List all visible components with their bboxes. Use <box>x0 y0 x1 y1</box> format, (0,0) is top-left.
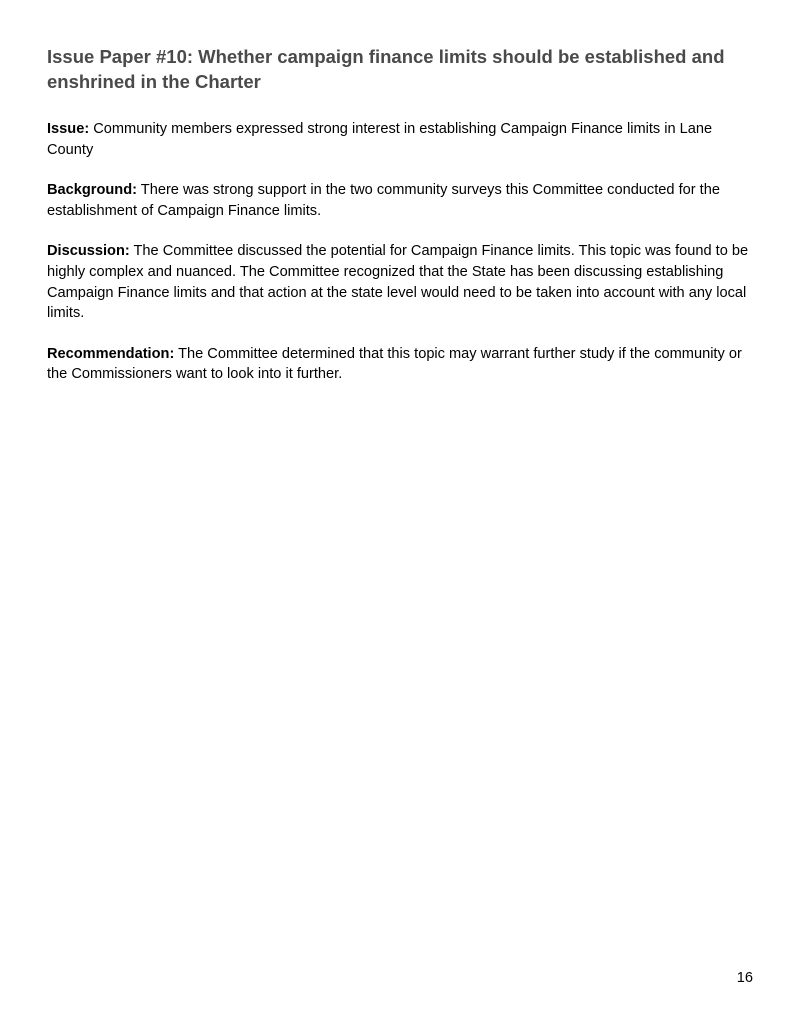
issue-text: Community members expressed strong interest in establishing Campaign Finance limits in Lane County <box>47 121 713 158</box>
document-page <box>47 44 753 385</box>
background-label: Background: <box>47 182 137 199</box>
recommendation-label: Recommendation: <box>47 345 175 362</box>
recommendation-section <box>47 344 753 385</box>
background-text: There was strong support in the two community surveys this Committee conducted for the establishment of Campaign Finance limits. <box>47 182 720 219</box>
recommendation-text: The Committee determined that this topic may warrant further study if the community or the Commissioners want to look into it further. <box>47 345 742 383</box>
issue-label: Issue: <box>47 121 90 137</box>
discussion-section <box>47 241 753 323</box>
background-section <box>47 180 753 221</box>
page-number: 16 <box>736 970 753 986</box>
issue-section <box>47 119 753 160</box>
discussion-label: Discussion: <box>47 243 130 260</box>
discussion-text: The Committee discussed the potential for Campaign Finance limits. This topic was found to be highly complex and nuanced. The Committee recognized that the State has been discussing establishing Campaign Finance limits and that action at the state level would need to be taken into account with any local limits. <box>47 243 749 322</box>
issue-paper-title: Issue Paper #10: Whether campaign finance limits should be established and enshrined in the Charter <box>47 46 725 92</box>
